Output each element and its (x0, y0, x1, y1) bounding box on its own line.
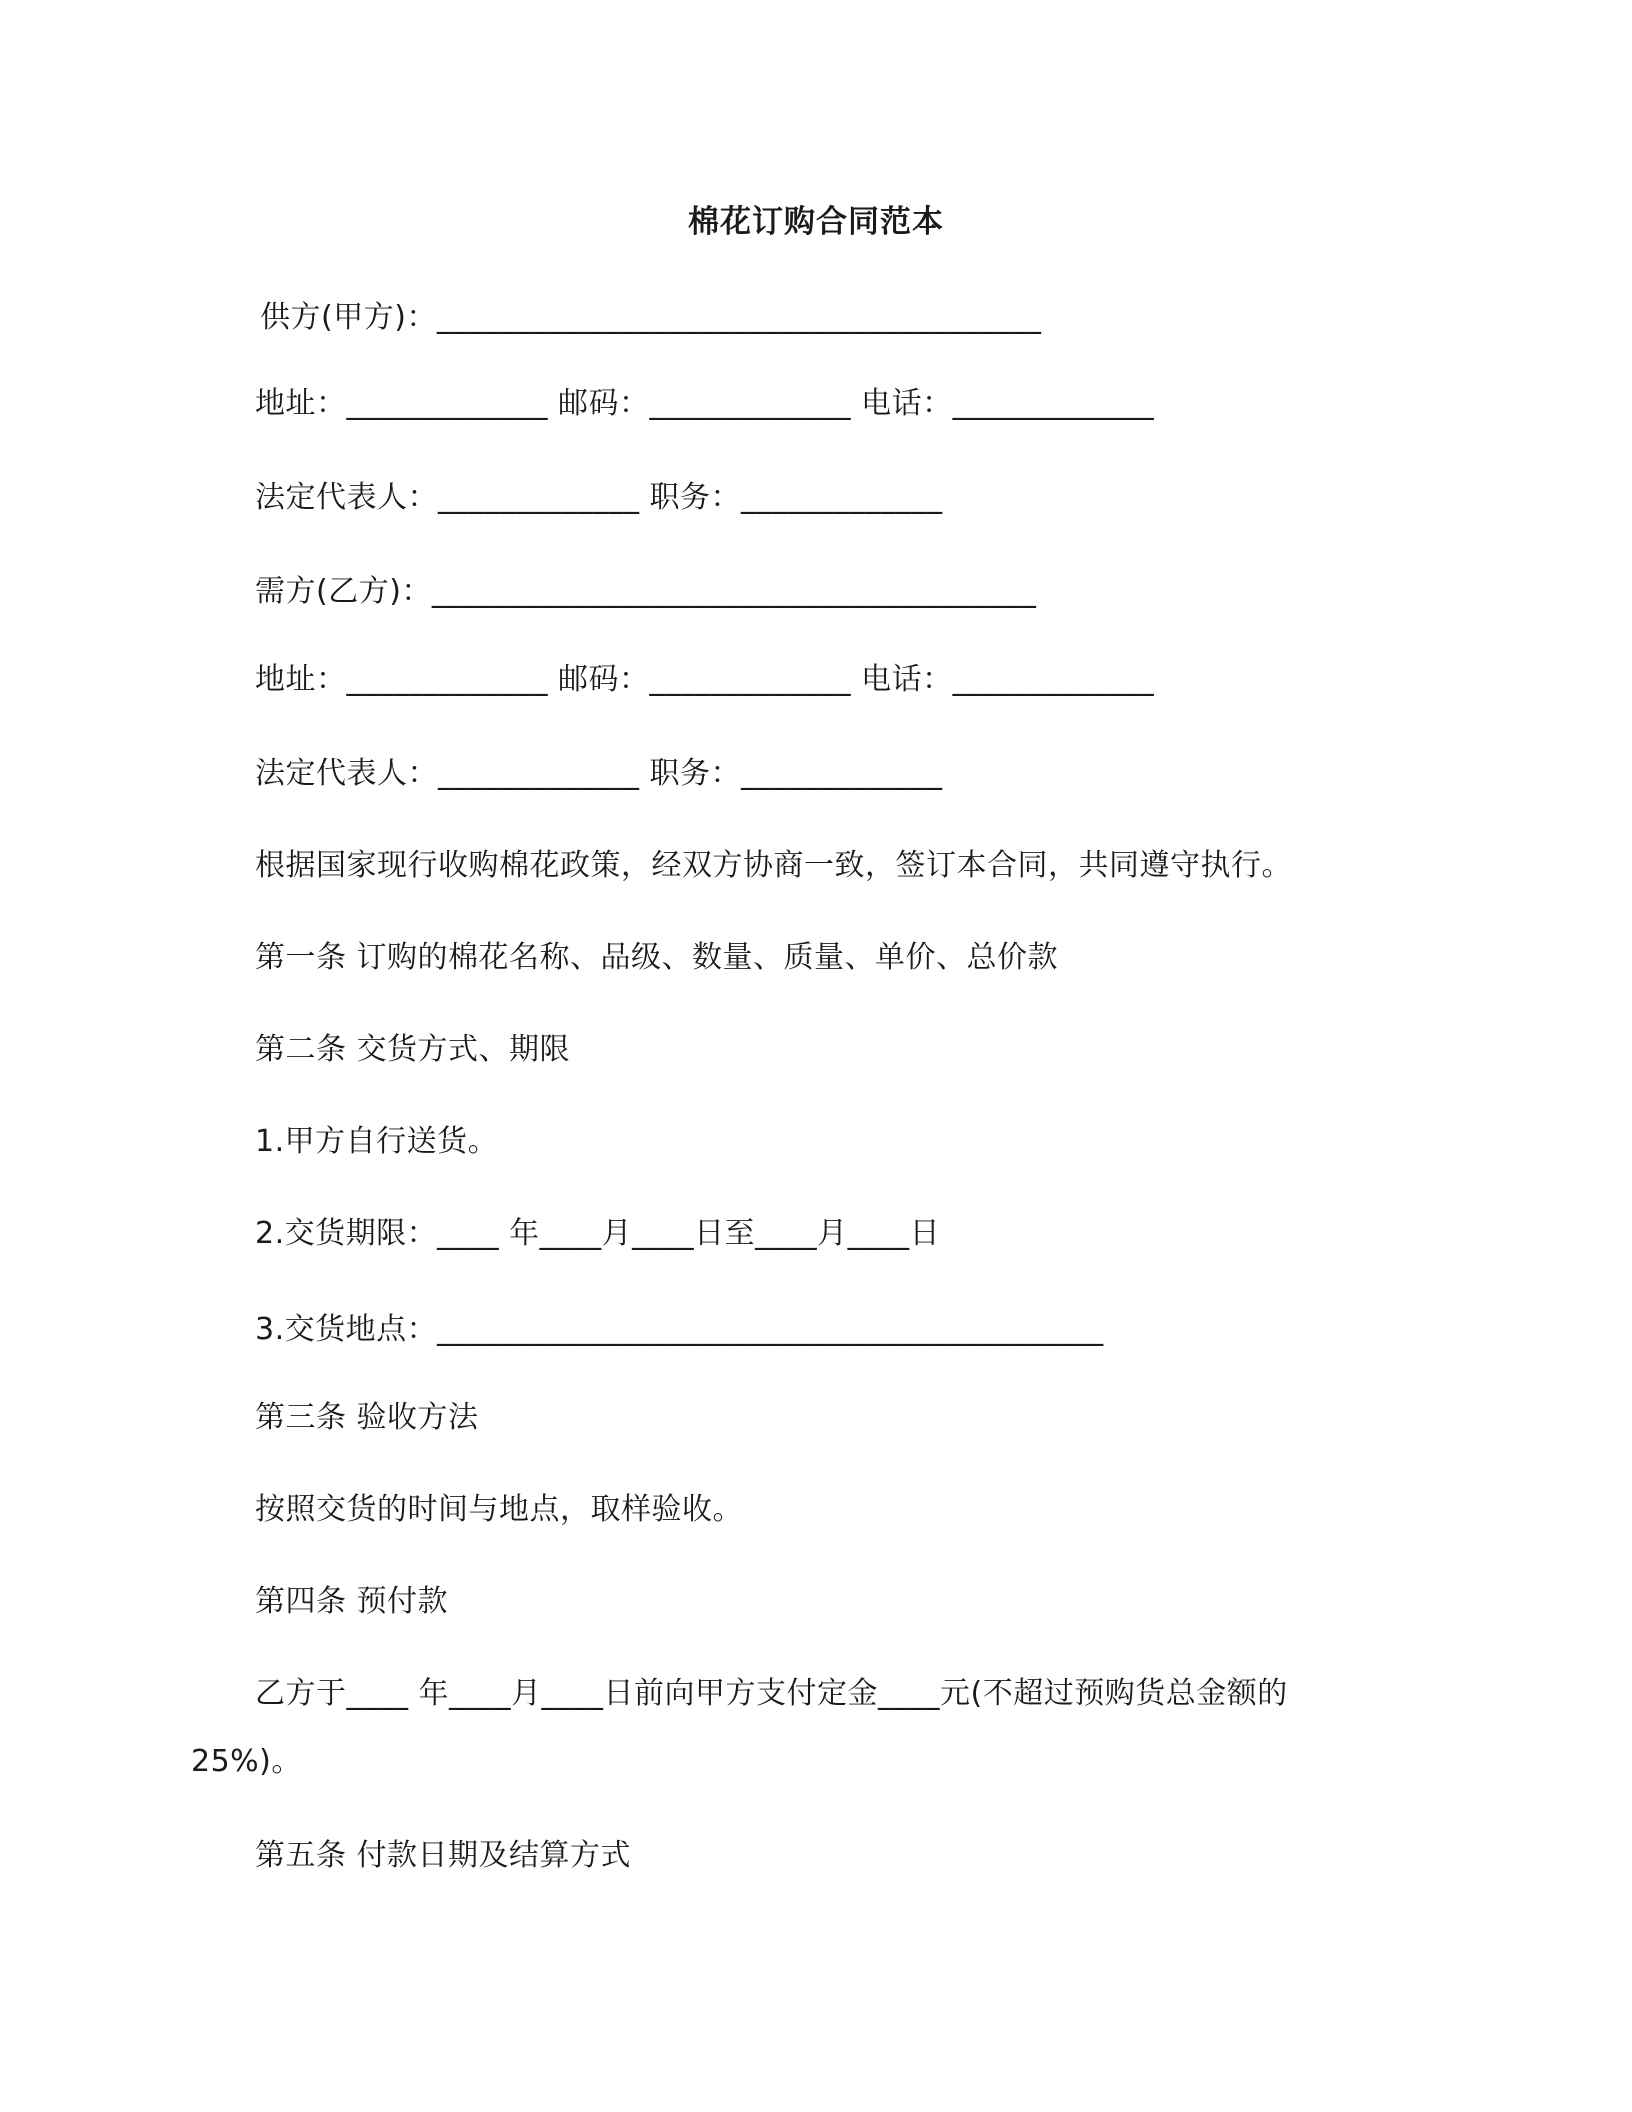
article-5-heading: 第五条 付款日期及结算方式 (255, 1838, 632, 1873)
supplier-address-line: 地址：_____________ 邮码：_____________ 电话：_____________ (255, 386, 1155, 421)
supplier-line: 供方(甲方)：_______________________________________ (260, 300, 1042, 335)
buyer-address-line: 地址：_____________ 邮码：_____________ 电话：_____________ (255, 662, 1155, 697)
document-title: 棉花订购合同范本 (688, 204, 944, 240)
buyer-line: 需方(乙方)：_______________________________________ (255, 574, 1037, 609)
article-4-text: 乙方于____ 年____月____日前向甲方支付定金____元(不超过预购货总金额的 (255, 1676, 1288, 1711)
article-4-text-continued: 25%)。 (191, 1744, 302, 1779)
article-3-text: 按照交货的时间与地点，取样验收。 (255, 1492, 743, 1527)
article-3-heading: 第三条 验收方法 (255, 1400, 479, 1435)
supplier-representative-line: 法定代表人：_____________ 职务：_____________ (255, 480, 943, 515)
article-4-heading: 第四条 预付款 (255, 1584, 449, 1619)
buyer-representative-line: 法定代表人：_____________ 职务：_____________ (255, 756, 943, 791)
article-2-item-2: 2.交货期限：____ 年____月____日至____月____日 (255, 1216, 941, 1251)
article-2-item-1: 1.甲方自行送货。 (255, 1124, 499, 1159)
article-2-heading: 第二条 交货方式、期限 (255, 1032, 571, 1067)
preamble-paragraph: 根据国家现行收购棉花政策，经双方协商一致，签订本合同，共同遵守执行。 (255, 848, 1292, 883)
article-1-heading: 第一条 订购的棉花名称、品级、数量、质量、单价、总价款 (255, 940, 1059, 975)
article-2-item-3: 3.交货地点：___________________________________________ (255, 1312, 1104, 1347)
